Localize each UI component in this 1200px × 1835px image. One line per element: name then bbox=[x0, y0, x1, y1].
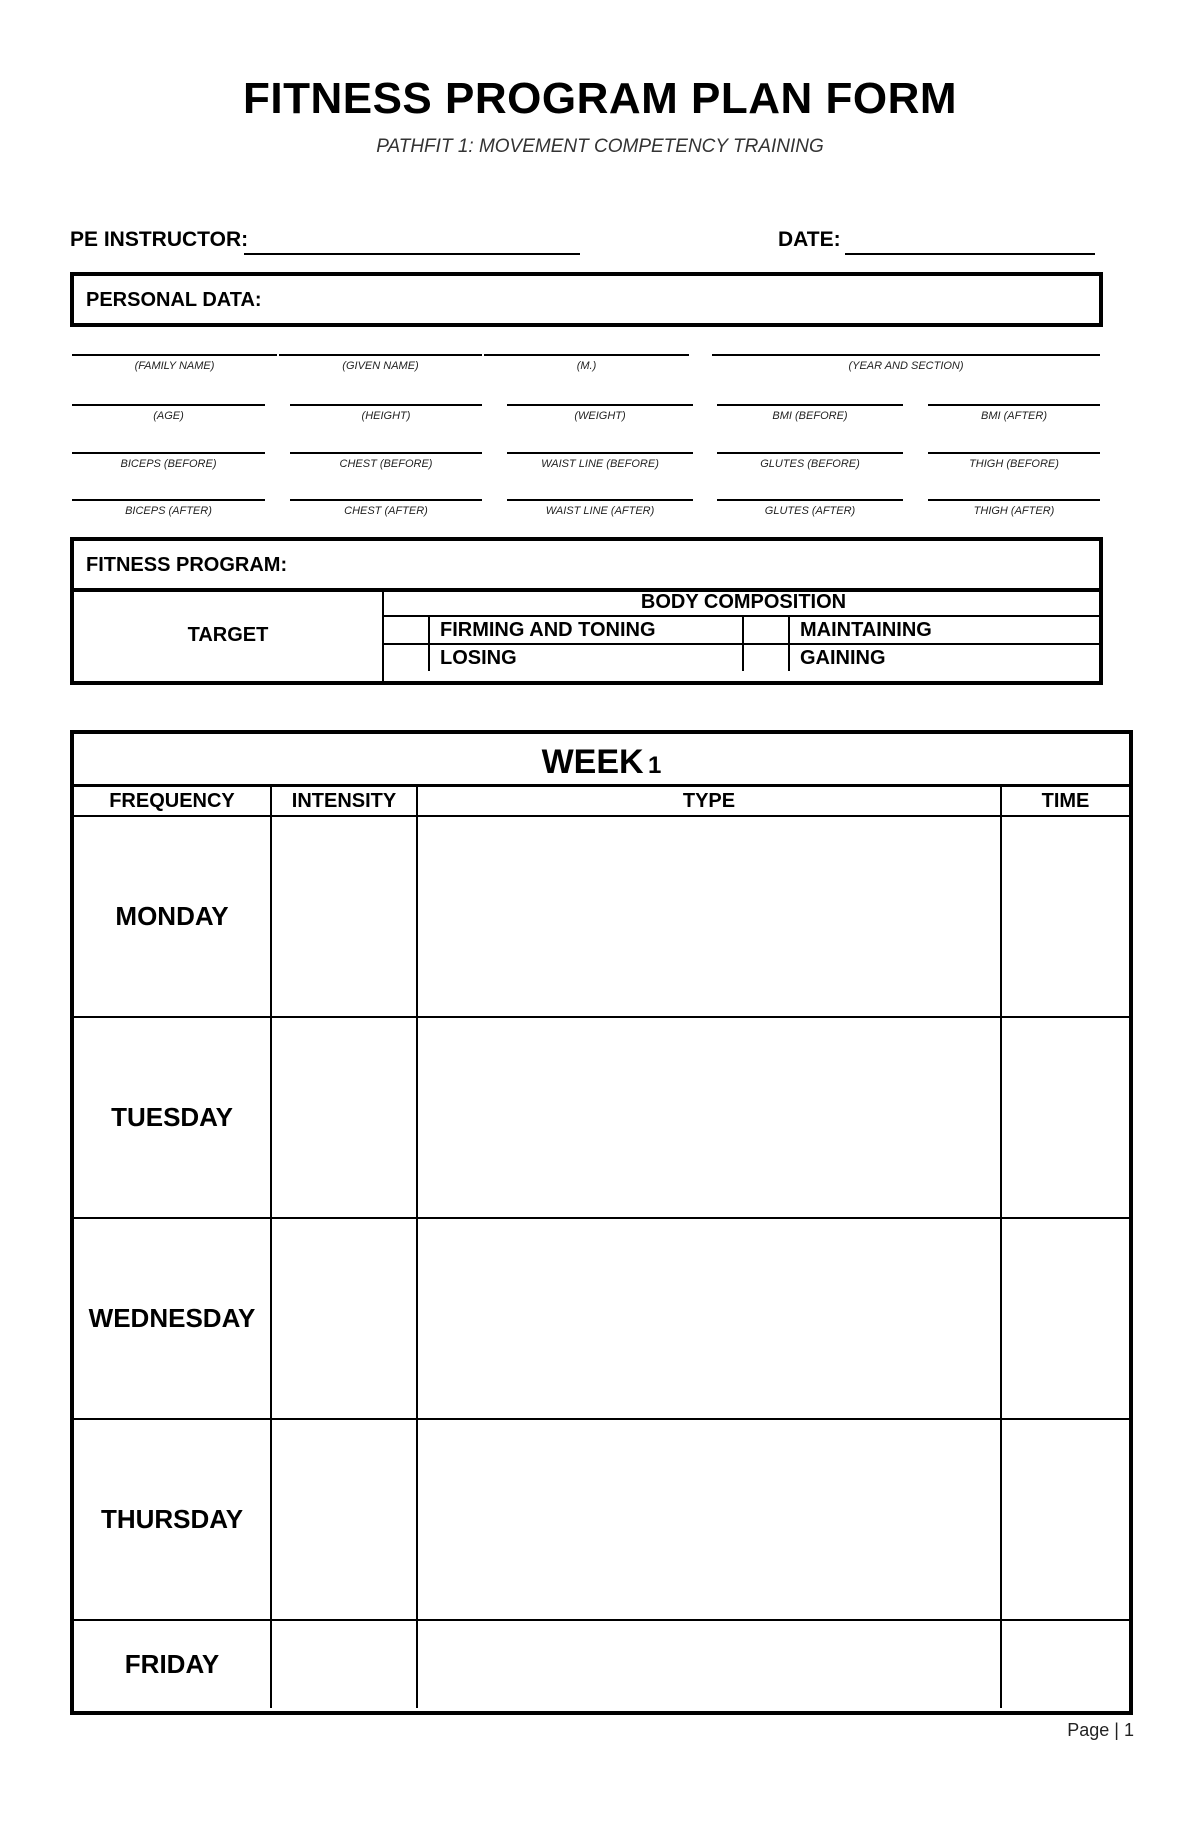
tuesday-time-cell[interactable] bbox=[1001, 1017, 1129, 1218]
bmi-before-caption: BMI (BEFORE) bbox=[772, 410, 848, 422]
biceps-after-caption: BICEPS (AFTER) bbox=[125, 505, 212, 517]
form-title: FITNESS PROGRAM PLAN FORM bbox=[242, 74, 958, 123]
bmi-after-caption: BMI (AFTER) bbox=[981, 410, 1047, 422]
personal-data-heading: PERSONAL DATA: bbox=[86, 289, 262, 311]
day-friday: FRIDAY bbox=[74, 1620, 271, 1708]
maintaining-checkbox[interactable] bbox=[743, 616, 789, 644]
fitness-program-box bbox=[70, 537, 1103, 592]
day-wednesday: WEDNESDAY bbox=[74, 1218, 271, 1419]
firming-label: FIRMING AND TONING bbox=[429, 616, 743, 644]
type-header: TYPE bbox=[417, 787, 1001, 816]
body-composition-table bbox=[382, 589, 1103, 671]
fitness-program-heading: FITNESS PROGRAM: bbox=[86, 554, 288, 576]
waist-after-caption: WAIST LINE (AFTER) bbox=[545, 505, 655, 517]
thigh-after-caption: THIGH (AFTER) bbox=[973, 505, 1055, 517]
gaining-label: GAINING bbox=[789, 644, 1103, 671]
gaining-checkbox[interactable] bbox=[743, 644, 789, 671]
chest-before-caption: CHEST (BEFORE) bbox=[339, 458, 433, 470]
family-name-field[interactable] bbox=[72, 354, 277, 356]
biceps-after-field[interactable] bbox=[72, 499, 265, 501]
thigh-after-field[interactable] bbox=[928, 499, 1100, 501]
tuesday-intensity-cell[interactable] bbox=[271, 1017, 417, 1218]
glutes-after-caption: GLUTES (AFTER) bbox=[764, 505, 856, 517]
thigh-before-field[interactable] bbox=[928, 452, 1100, 454]
chest-after-caption: CHEST (AFTER) bbox=[344, 505, 428, 517]
date-field[interactable] bbox=[845, 253, 1095, 255]
maintaining-label: MAINTAINING bbox=[789, 616, 1103, 644]
height-caption: (HEIGHT) bbox=[361, 410, 411, 422]
week-title: WEEK bbox=[541, 743, 644, 781]
week-heading bbox=[74, 734, 1129, 787]
thursday-time-cell[interactable] bbox=[1001, 1419, 1129, 1620]
weight-field[interactable] bbox=[507, 404, 693, 406]
instructor-label: PE INSTRUCTOR: bbox=[70, 228, 249, 251]
biceps-before-caption: BICEPS (BEFORE) bbox=[120, 458, 217, 470]
middle-initial-caption: (M.) bbox=[576, 360, 597, 372]
bmi-before-field[interactable] bbox=[717, 404, 903, 406]
personal-data-box bbox=[70, 272, 1103, 327]
given-name-field[interactable] bbox=[279, 354, 482, 356]
thursday-intensity-cell[interactable] bbox=[271, 1419, 417, 1620]
glutes-after-field[interactable] bbox=[717, 499, 903, 501]
age-field[interactable] bbox=[72, 404, 265, 406]
tuesday-type-cell[interactable] bbox=[417, 1017, 1001, 1218]
monday-type-cell[interactable] bbox=[417, 816, 1001, 1017]
form-subtitle: PATHFIT 1: MOVEMENT COMPETENCY TRAINING bbox=[376, 136, 824, 157]
year-section-caption: (YEAR AND SECTION) bbox=[848, 360, 964, 372]
losing-label: LOSING bbox=[429, 644, 743, 671]
wednesday-time-cell[interactable] bbox=[1001, 1218, 1129, 1419]
day-tuesday: TUESDAY bbox=[74, 1017, 271, 1218]
height-field[interactable] bbox=[290, 404, 482, 406]
monday-time-cell[interactable] bbox=[1001, 816, 1129, 1017]
thigh-before-caption: THIGH (BEFORE) bbox=[969, 458, 1059, 470]
time-header: TIME bbox=[1001, 787, 1129, 816]
friday-intensity-cell[interactable] bbox=[271, 1620, 417, 1708]
waist-before-field[interactable] bbox=[507, 452, 693, 454]
thursday-type-cell[interactable] bbox=[417, 1419, 1001, 1620]
chest-before-field[interactable] bbox=[290, 452, 482, 454]
waist-after-field[interactable] bbox=[507, 499, 693, 501]
day-monday: MONDAY bbox=[74, 816, 271, 1017]
week-table-frame bbox=[70, 730, 1133, 1715]
friday-time-cell[interactable] bbox=[1001, 1620, 1129, 1708]
middle-initial-field[interactable] bbox=[484, 354, 689, 356]
year-section-field[interactable] bbox=[712, 354, 1100, 356]
week-number: 1 bbox=[648, 752, 662, 779]
day-thursday: THURSDAY bbox=[74, 1419, 271, 1620]
target-section bbox=[70, 589, 1103, 685]
target-label: TARGET bbox=[74, 589, 384, 681]
family-name-caption: (FAMILY NAME) bbox=[134, 360, 215, 372]
wednesday-type-cell[interactable] bbox=[417, 1218, 1001, 1419]
losing-checkbox[interactable] bbox=[383, 644, 429, 671]
friday-type-cell[interactable] bbox=[417, 1620, 1001, 1708]
chest-after-field[interactable] bbox=[290, 499, 482, 501]
given-name-caption: (GIVEN NAME) bbox=[342, 360, 419, 372]
weight-caption: (WEIGHT) bbox=[574, 410, 626, 422]
glutes-before-caption: GLUTES (BEFORE) bbox=[760, 458, 860, 470]
instructor-field[interactable] bbox=[244, 253, 580, 255]
bmi-after-field[interactable] bbox=[928, 404, 1100, 406]
waist-before-caption: WAIST LINE (BEFORE) bbox=[541, 458, 659, 470]
body-composition-heading: BODY COMPOSITION bbox=[383, 589, 1103, 616]
intensity-header: INTENSITY bbox=[271, 787, 417, 816]
monday-intensity-cell[interactable] bbox=[271, 816, 417, 1017]
firming-checkbox[interactable] bbox=[383, 616, 429, 644]
biceps-before-field[interactable] bbox=[72, 452, 265, 454]
week-schedule-table bbox=[74, 787, 1129, 1708]
wednesday-intensity-cell[interactable] bbox=[271, 1218, 417, 1419]
page-number: Page | 1 bbox=[1067, 1720, 1134, 1740]
age-caption: (AGE) bbox=[153, 410, 184, 422]
frequency-header: FREQUENCY bbox=[74, 787, 271, 816]
glutes-before-field[interactable] bbox=[717, 452, 903, 454]
date-label: DATE: bbox=[778, 228, 841, 251]
